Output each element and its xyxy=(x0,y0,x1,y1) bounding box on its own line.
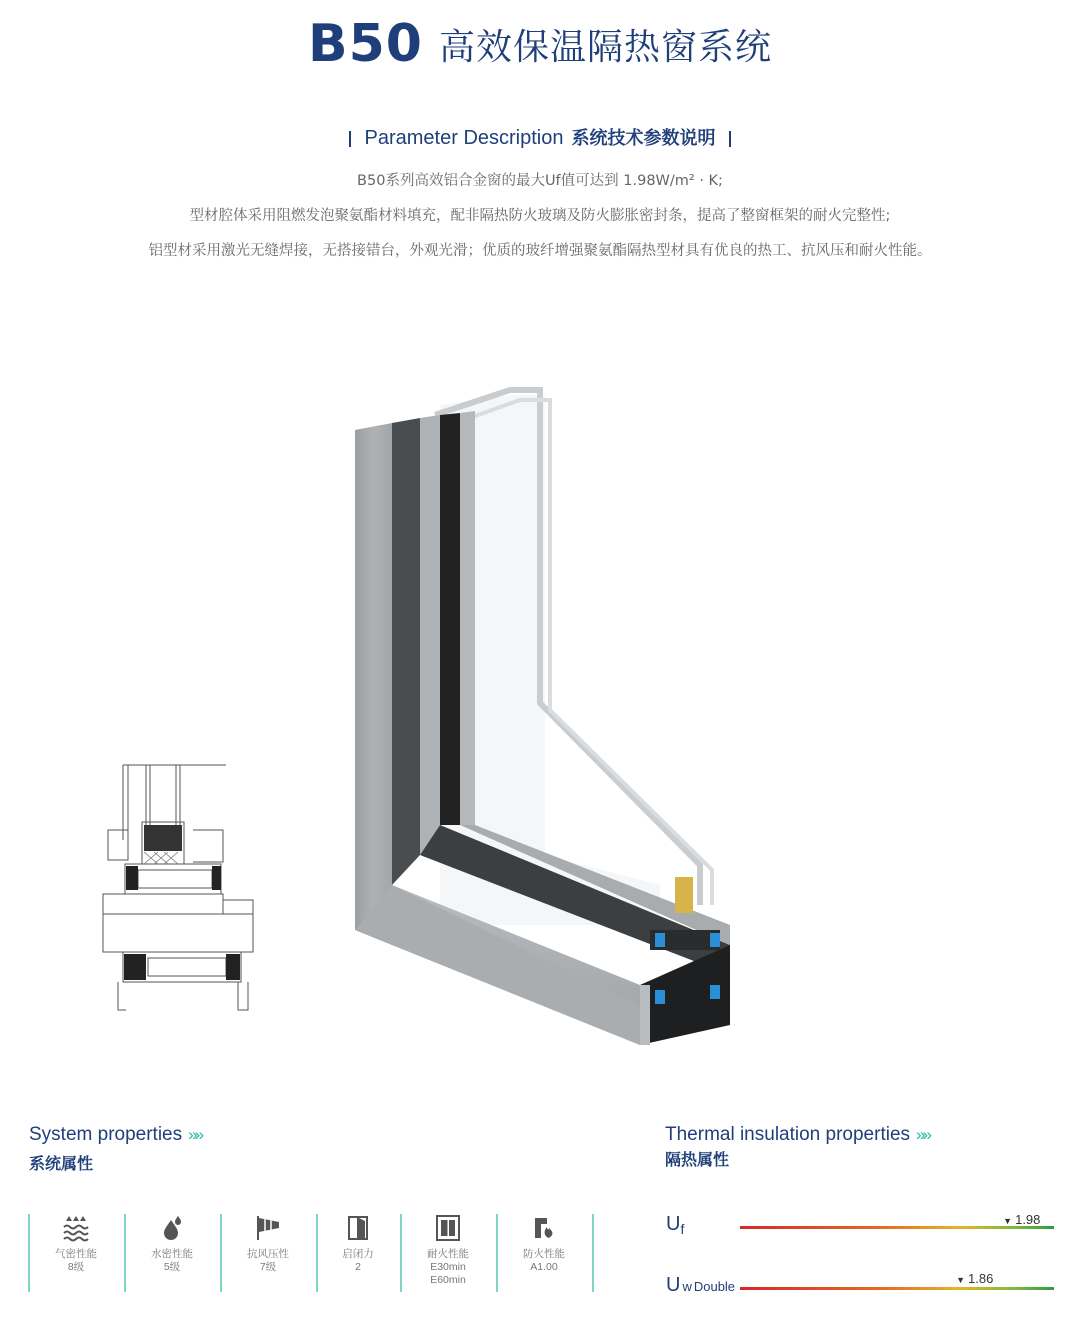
model-code: B50 xyxy=(307,14,423,74)
uw-label-extra: Double xyxy=(693,1279,736,1294)
heading-bar-right xyxy=(729,131,731,147)
fire-resistance-icon xyxy=(433,1214,463,1242)
system-properties-heading-zh: 系统属性 xyxy=(29,1154,94,1173)
description-line-1: B50系列高效铝合金窗的最大Uf值可达到 1.98W/m² · K; xyxy=(357,173,723,189)
uf-label-main: U xyxy=(666,1213,681,1235)
parameter-heading-zh: 系统技术参数说明 xyxy=(571,128,716,149)
description-line-2: 型材腔体采用阻燃发泡聚氨酯材料填充，配非隔热防火玻璃及防火膨胀密封条，提高了整窗框架的耐火完整性; xyxy=(189,208,891,224)
page-title xyxy=(0,14,1080,74)
system-properties-heading xyxy=(29,1124,201,1146)
uw-label xyxy=(666,1274,735,1297)
window-corner-render xyxy=(350,385,735,1045)
property-door-force xyxy=(312,1214,404,1274)
parameter-heading xyxy=(0,124,1080,150)
chevron-right-icon: »» xyxy=(188,1125,202,1144)
property-wind-pressure xyxy=(222,1214,314,1274)
property-label: 启闭力 xyxy=(342,1248,374,1260)
uw-label-main: U xyxy=(666,1274,681,1296)
property-air-tightness xyxy=(30,1214,122,1274)
thermal-heading xyxy=(665,1124,929,1146)
fire-protection-icon xyxy=(529,1214,559,1242)
property-label: 防火性能 xyxy=(523,1248,565,1260)
property-label: 抗风压性 xyxy=(247,1248,289,1260)
uf-value-marker xyxy=(1003,1212,1040,1227)
uw-value-marker xyxy=(956,1271,993,1286)
uw-value: 1.86 xyxy=(968,1271,994,1286)
water-tightness-icon xyxy=(157,1214,187,1242)
thermal-heading-text: Thermal insulation properties xyxy=(665,1124,911,1145)
uf-value: 1.98 xyxy=(1015,1212,1041,1227)
triangle-down-icon: ▼ xyxy=(1003,1216,1013,1226)
property-label: 水密性能 xyxy=(151,1248,193,1260)
uw-label-sub: w xyxy=(682,1279,692,1294)
divider xyxy=(592,1214,594,1292)
uw-gradient-bar xyxy=(740,1287,1054,1290)
property-value: A1.00 xyxy=(530,1261,558,1273)
thermal-heading-zh: 隔热属性 xyxy=(665,1150,730,1169)
wind-pressure-icon xyxy=(253,1214,283,1242)
property-fire-protection xyxy=(498,1214,590,1274)
chevron-right-icon: »» xyxy=(916,1125,929,1144)
system-properties-list xyxy=(28,1214,598,1294)
title-zh: 高效保温隔热窗系统 xyxy=(438,26,772,68)
property-value: 7级 xyxy=(259,1261,277,1273)
system-properties-heading-text: System properties xyxy=(29,1124,183,1145)
heading-bar-left xyxy=(349,131,351,147)
property-water-tightness xyxy=(126,1214,218,1274)
property-value-2: E60min xyxy=(430,1274,466,1286)
parameter-heading-en: Parameter Description xyxy=(364,127,564,149)
air-tightness-icon xyxy=(61,1214,91,1242)
uf-label xyxy=(666,1213,684,1237)
profile-section-drawing xyxy=(98,760,258,1018)
property-value: 5级 xyxy=(163,1261,181,1273)
property-value: 8级 xyxy=(67,1261,85,1273)
description-line-3: 铝型材采用激光无缝焊接，无搭接错台，外观光滑；优质的玻纤增强聚氨酯隔热型材具有优良的热工、抗风压和耐火性能。 xyxy=(148,243,932,259)
property-value: 2 xyxy=(355,1261,361,1273)
property-label: 耐火性能 xyxy=(427,1248,469,1260)
triangle-down-icon: ▼ xyxy=(956,1275,965,1285)
door-force-icon xyxy=(343,1214,373,1242)
uf-label-sub: f xyxy=(680,1221,685,1237)
property-label: 气密性能 xyxy=(55,1248,97,1260)
property-fire-resistance xyxy=(402,1214,494,1287)
property-value: E30min xyxy=(430,1261,466,1273)
